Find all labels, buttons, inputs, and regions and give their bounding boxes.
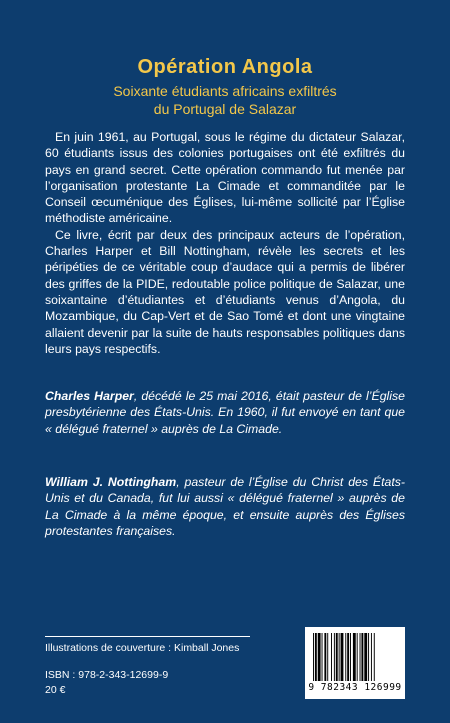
blurb-paragraph-1: En juin 1961, au Portugal, sous le régime du dictateur Salazar, 60 étudiants issus des colonies portugaises ont été exfiltrés du pays en grand secret. Cette opération commando fut menée par l’organisation protestante La Cimade et commanditée par le Conseil œcuménique des Églises, lui-même sollicité par l’Église méthodiste américaine.	[45, 130, 405, 226]
book-subtitle	[0, 82, 450, 118]
barcode-number: 9 782343 126999	[308, 682, 402, 693]
author-name-nottingham: William J. Nottingham	[45, 475, 177, 489]
illustration-credit: Illustrations de couverture : Kimball Jones	[45, 642, 240, 654]
book-title: Opération Angola	[137, 56, 313, 78]
author-name-harper: Charles Harper	[45, 389, 134, 403]
barcode	[305, 627, 405, 699]
barcode-bars-icon	[305, 627, 405, 683]
isbn: ISBN : 978-2-343-12699-9	[45, 669, 169, 681]
footer-divider	[45, 636, 250, 637]
subtitle-line-1: Soixante étudiants africains exfiltrés	[113, 83, 337, 99]
author-bio-nottingham	[45, 474, 405, 539]
price: 20 €	[45, 684, 66, 696]
blurb-paragraph-2: Ce livre, écrit par deux des principaux acteurs de l’opération, Charles Harper et Bill Nottingham, révèle les secrets et les péripéties de ce véritable coup d’audace qui a permis de libérer des griffes de la PIDE, redoutable police politique de Salazar, une soixantaine d’étudiantes et d’étudiants venus d’Angola, du Mozambique, du Cap-Vert et de Sao Tomé et dont une vingtaine allaient devenir par la suite de hauts responsables politiques dans leurs pays respectifs.	[45, 227, 405, 356]
subtitle-line-2: du Portugal de Salazar	[153, 101, 297, 117]
author-text-nottingham: , pasteur de l’Église du Christ des États-Unis et du Canada, fut lui aussi « délégué fraternel » auprès de La Cimade à la même époque, et ensuite auprès des Églises protestantes françaises.	[45, 475, 405, 538]
author-text-harper: , décédé le 25 mai 2016, était pasteur de l’Église presbytérienne des États-Unis. En 1960, il fut envoyé en tant que « délégué fraternel » auprès de La Cimade.	[45, 389, 405, 436]
blurb	[45, 129, 405, 357]
author-bio-harper	[45, 388, 405, 437]
